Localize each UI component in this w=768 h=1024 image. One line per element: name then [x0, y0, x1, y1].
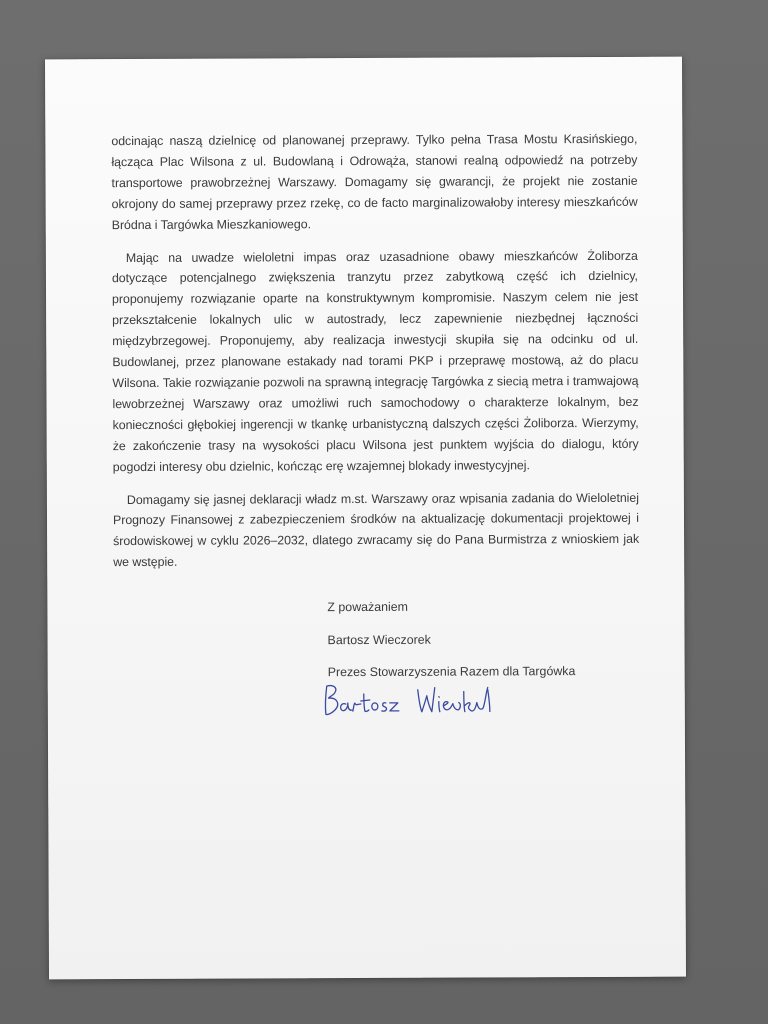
- handwritten-signature: [320, 681, 510, 722]
- closing-salutation: Z poważaniem: [327, 599, 408, 615]
- letter-body: [111, 129, 639, 585]
- paragraph-2: Mając na uwadze wieloletni impas oraz uzasadnione obawy mieszkańców Żoliborza dotyczące potencjalnego zwiększenia tranzytu przez zabytkową część ich dzielnicy, proponujemy rozwiązanie oparte na konstruktywnym kompromisie. Naszym celem nie jest przekształcenie lokalnych ulic w autostrady, lecz zapewnienie niezbędnej łączności międzybrzegowej. Proponujemy, aby realizacja inwestycji skupiła się na odcinku od ul. Budowlanej, przez planowane estakady nad torami PKP i przeprawę mostową, aż do placu Wilsona. Takie rozwiązanie pozwoli na sprawną integrację Targówka z siecią metra i tramwajową lewobrzeżnej Warszawy oraz umożliwi ruch samochodowy o charakterze lokalnym, bez konieczności głębokiej ingerencji w tkankę urbanistyczną dalszych części Żoliborza. Wierzymy, że zakończenie trasy na wysokości placu Wilsona jest punktem wyjścia do dialogu, który pogodzi interesy obu dzielnic, kończąc erę wzajemnej blokady inwestycyjnej.: [111, 248, 639, 474]
- closing-block: [327, 596, 575, 695]
- letter-page: [45, 57, 686, 980]
- paragraph-3: Domagamy się jasnej deklaracji władz m.st. Warszawy oraz wpisania zadania do Wieloletniej Prognozy Finansowej z zabezpieczeniem środków na aktualizację dokumentacji projektowej i środowiskowej w cyklu 2026–2032, dlatego zwracamy się do Pana Burmistrza z wnioskiem jak we wstępie.: [112, 490, 640, 570]
- paragraph-1: odcinając naszą dzielnicę od planowanej przeprawy. Tylko pełna Trasa Mostu Krasińskiego, łącząca Plac Wilsona z ul. Budowlaną i Odrowąża, stanowi realną odpowiedź na potrzeby transportowe prawobrzeżnej Warszawy. Domagamy się gwarancji, że projekt nie zostanie okrojony do samej przeprawy przez rzekę, co de facto marginalizowałoby interesy mieszkańców Bródna i Targówka Mieszkaniowego.: [111, 131, 638, 232]
- signer-name: Bartosz Wieczorek: [327, 632, 431, 647]
- signer-title: Prezes Stowarzyszenia Razem dla Targówka: [327, 664, 576, 680]
